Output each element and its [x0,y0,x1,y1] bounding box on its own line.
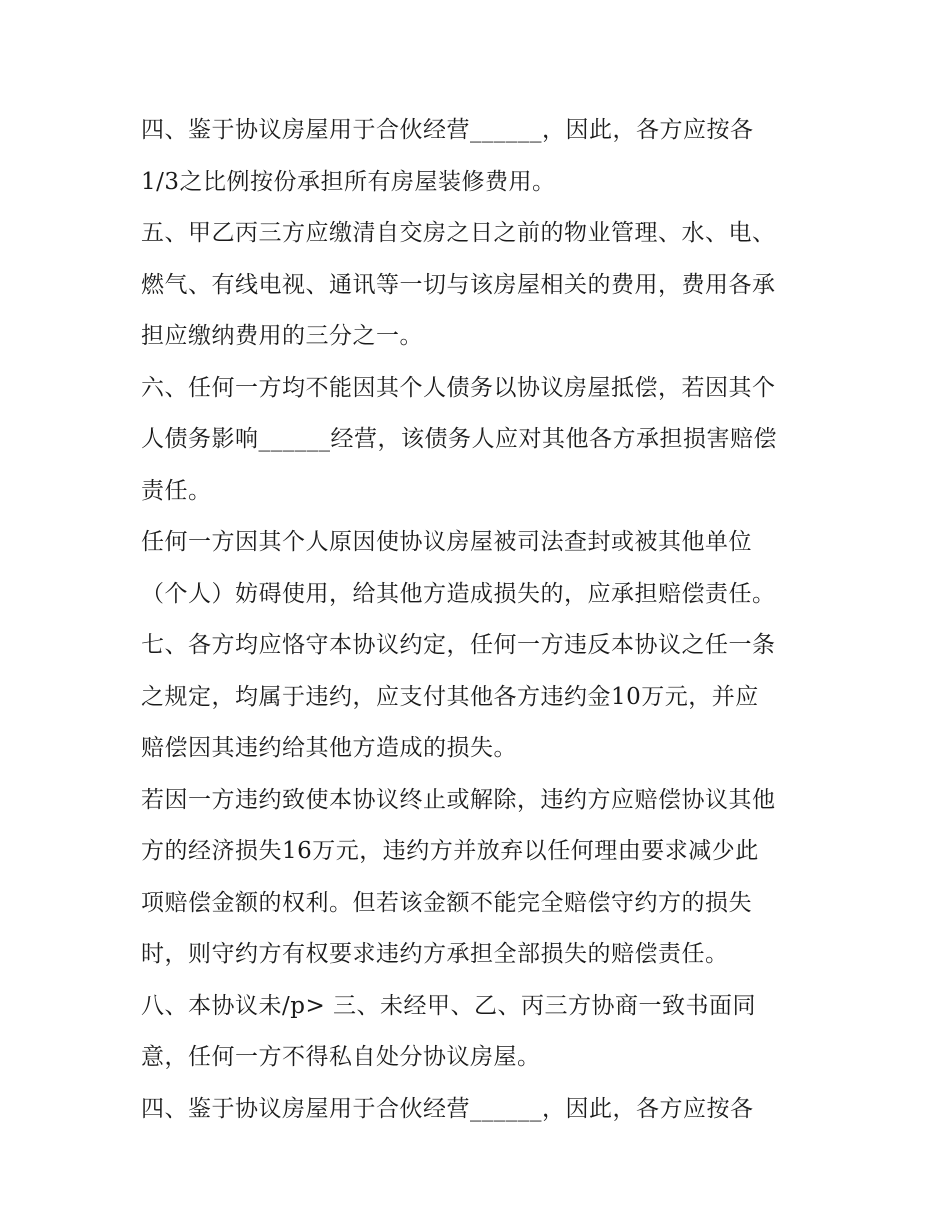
text-line: 方的经济损失16万元，违约方并放弃以任何理由要求减少此 [141,838,759,864]
text-line: 四、鉴于协议房屋用于合伙经营______，因此，各方应按各 [141,1095,754,1122]
text-line: 1/3之比例按份承担所有房屋装修费用。 [141,168,556,195]
text-line: 项赔偿金额的权利。但若该金额不能完全赔偿守约方的损失 [141,889,752,916]
text-line: 人债务影响______经营，该债务人应对其他各方承担损害赔偿 [141,426,777,452]
text-line: 四、鉴于协议房屋用于合伙经营______，因此，各方应按各 [141,117,754,143]
text-line: 责任。 [141,477,212,504]
text-line: 若因一方违约致使本协议终止或解除，违约方应赔偿协议其他 [141,786,776,813]
text-line: 时，则守约方有权要求违约方承担全部损失的赔偿责任。 [141,941,729,967]
text-line: 赔偿因其违约给其他方造成的损失。 [141,735,517,761]
text-line: 七、各方均应恪守本协议约定，任何一方违反本协议之任一条 [141,632,776,658]
text-line: 五、甲乙丙三方应缴清自交房之日之前的物业管理、水、电、 [141,220,776,246]
text-line: 意，任何一方不得私自处分协议房屋。 [141,1044,541,1070]
text-line: 之规定，均属于违约，应支付其他各方违约金10万元，并应 [141,683,759,710]
document-body [141,105,821,1135]
text-line: 燃气、有线电视、通讯等一切与该房屋相关的费用，费用各承 [141,271,776,298]
text-line: （个人）妨碍使用，给其他方造成损失的，应承担赔偿责任。 [141,580,776,607]
text-line: 六、任何一方均不能因其个人债务以协议房屋抵偿，若因其个 [141,374,776,401]
text-line: 八、本协议未/p> 三、未经甲、乙、丙三方协商一致书面同 [141,992,757,1019]
text-line: 担应缴纳费用的三分之一。 [141,323,423,349]
text-line: 任何一方因其个人原因使协议房屋被司法查封或被其他单位 [141,529,752,555]
